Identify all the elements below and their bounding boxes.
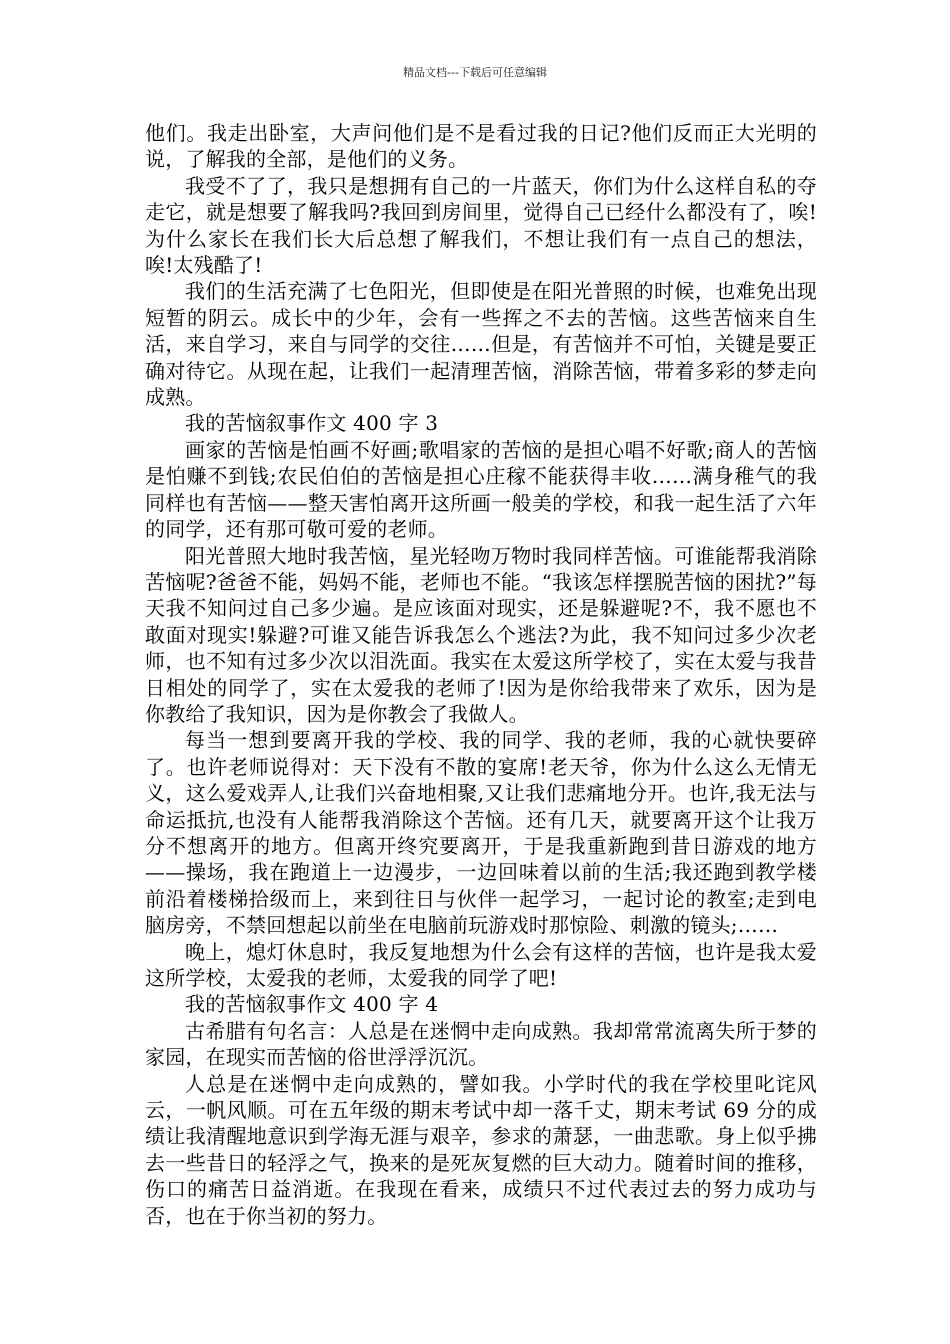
section-heading: 我的苦恼叙事作文 400 字 4 [185,992,439,1017]
document-body [145,120,817,1229]
paragraph: 晚上，熄灯休息时，我反复地想为什么会有这样的苦恼，也许是我太爱这所学校，太爱我的老师，太爱我的同学了吧! [145,939,817,990]
paragraph: 我们的生活充满了七色阳光，但即使是在阳光普照的时候，也难免出现短暂的阴云。成长中的少年，会有一些挥之不去的苦恼。这些苦恼来自生活，来自学习，来自与同学的交往……但是，有苦恼并不可怕，关键是要正确对待它。从现在起，让我们一起清理苦恼，消除苦恼，带着多彩的梦走向成熟。 [145,279,817,410]
paragraph: 古希腊有句名言：人总是在迷惘中走向成熟。我却常常流离失所于梦的家园，在现实而苦恼的俗世浮浮沉沉。 [145,1018,817,1070]
paragraph: 每当一想到要离开我的学校、我的同学、我的老师，我的心就快要碎了。也许老师说得对：天下没有不散的宴席!老天爷，你为什么这么无情无义，这么爱戏弄人,让我们兴奋地相聚,又让我们悲痛地分开。也许,我无法与命运抵抗,也没有人能帮我消除这个苦恼。还有几天，就要离开这个让我万分不想离开的地方。但离开终究要离开，于是我重新跑到昔日游戏的地方——操场，我在跑道上一边漫步，一边回味着以前的生活;我还跑到教学楼前沿着楼梯拾级而上，来到往日与伙伴一起学习，一起讨论的教室;走到电脑房旁，不禁回想起以前坐在电脑前玩游戏时那惊险、刺激的镜头;…… [145,728,817,938]
page-header: 精品文档---下载后可任意编辑 [403,66,547,79]
paragraph: 人总是在迷惘中走向成熟的，譬如我。小学时代的我在学校里叱诧风云，一帆风顺。可在五年级的期末考试中却一落千丈，期末考试 69 分的成绩让我清醒地意识到学海无涯与艰辛，参求的萧瑟，一曲悲歌。身上似乎拂去一些昔日的轻浮之气，换来的是死灰复燃的巨大动力。随着时间的推移，伤口的痛苦日益消逝。在我现在看来，成绩只不过代表过去的努力成功与否，也在于你当初的努力。 [145,1071,817,1228]
paragraph: 画家的苦恼是怕画不好画;歌唱家的苦恼的是担心唱不好歌;商人的苦恼是怕赚不到钱;农民伯伯的苦恼是担心庄稼不能获得丰收……满身稚气的我同样也有苦恼——整天害怕离开这所画一般美的学校，和我一起生活了六年的同学，还有那可敬可爱的老师。 [145,437,817,542]
section-heading: 我的苦恼叙事作文 400 字 3 [185,411,439,436]
paragraph: 我受不了了，我只是想拥有自己的一片蓝天，你们为什么这样自私的夺走它，就是想要了解我吗?我回到房间里，觉得自己已经什么都没有了，唉!为什么家长在我们长大后总想了解我们，不想让我们有一点自己的想法，唉!太残酷了! [145,173,817,278]
paragraph: 他们。我走出卧室，大声问他们是不是看过我的日记?他们反而正大光明的说，了解我的全部，是他们的义务。 [145,121,817,172]
paragraph: 阳光普照大地时我苦恼，星光轻吻万物时我同样苦恼。可谁能帮我消除苦恼呢?爸爸不能，妈妈不能，老师也不能。“我该怎样摆脱苦恼的困扰?”每天我不知问过自己多少遍。是应该面对现实，还是躲避呢?不，我不愿也不敢面对现实!躲避?可谁又能告诉我怎么个逃法?为此，我不知问过多少次老师，也不知有过多少次以泪洗面。我实在太爱这所学校了，实在太爱与我昔日相处的同学了，实在太爱我的老师了!因为是你给我带来了欢乐，因为是你教给了我知识，因为是你教会了我做人。 [145,543,817,726]
